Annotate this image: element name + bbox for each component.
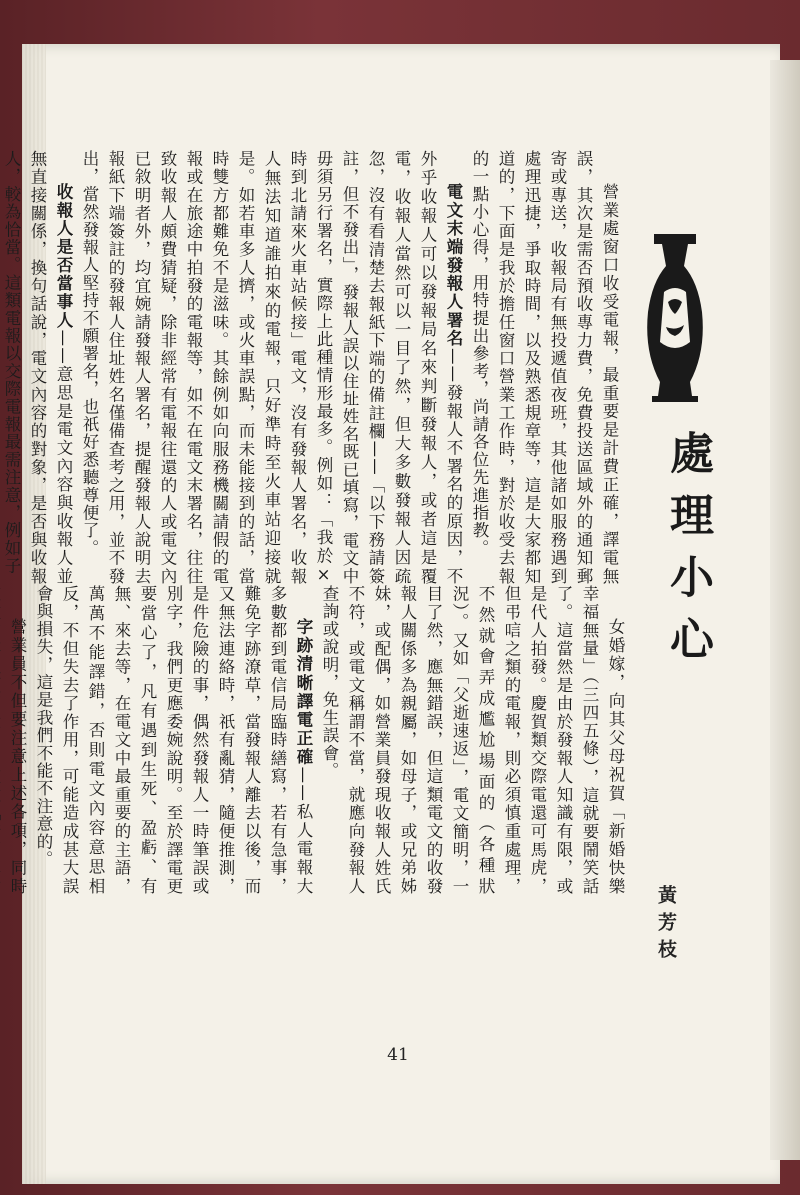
article-body-top — [2, 150, 622, 585]
paragraph-text: 營業處窗口收受電報，最重要是計費正確，譯電無誤，其次是需否預收專力費，免費投送區域外的通知郵寄或專送，收報局有無投遞值夜班，其他諸如服務遇到處理迅捷，爭取時間，以及熟悉規章等，這是大家都知道的，下面是我於擔任窗口營業工作時，對於收受去報的一點小心得，用特提出參考，尚請各位先進指教。 — [470, 150, 619, 585]
paragraph-text: 女婚嫁，向其父母祝賀「新婚快樂幸福無量」（三四五條），這就要鬧笑話了。這當然是由於發報人知識有限，或是代人拍發。慶賀類交際電還可馬虎，但弔唁之類的電報，則必須慎重處理，不然就會弄成尷尬場面的（各種狀況）。又如「父逝速返」，電文簡明，一目了然，應無錯誤，但這類電文的收發報人關係多為親屬，如母子，或兄弟姊妹，或配偶，如營業員發現收報人姓氏不符，或電文稱謂不當，就應向發報人查詢或說明，免生誤會。 — [320, 585, 625, 895]
paragraph — [76, 150, 466, 585]
section-heading: 電文末端發報人署名 — [444, 183, 463, 348]
page-right-edge — [770, 60, 800, 1160]
paragraph — [0, 150, 76, 585]
paragraph — [0, 585, 30, 895]
paragraph-text: ——發報人不署名的原因，不外乎收報人可以發報局名來判斷發報人，或者這是覆電，收報人當然可以一目了然，但大多數發報人因疏忽，沒有看清楚去報紙下端的備註欄——「以下務請簽註，但不發出」，發報人誤以住址姓名既已填寫，電文中毋須另行署名，實際上此種情形最多。例如：「我於×時到北請來火車站候接」電文，沒有發報人署名，收報人無法知道誰拍來的電報，只好準時至火車站迎接就是。如若車多人擠，或火車誤點，而未能接到的話，當時雙方都難免不是滋味。其餘例如向服務機關請假的電報或在旅途中拍發的電報等，如不在電文末署名，往往致收報人頗費猜疑，除非經常有電報往還的人或電文內已敘明者外，均宜婉請發報人署名，提醒發報人說明去報紙下端簽註的發報人住址姓名僅備查考之用，並不發出，當然發報人堅持不願署名，也祇好悉聽尊便了。 — [80, 150, 463, 585]
section-heading: 字跡清晰譯電正確 — [294, 618, 313, 767]
paragraph-text: ——私人電報大多數都到電信局臨時繕寫，若有急事，難免字跡潦草，當發報人離去以後，而又無法連絡時，祇有亂猜，隨便推測，是件危險的事，偶然發報人一時筆誤或別字，我們更應委婉說明。至於譯電更要當心了，凡有遇到生死、盈虧、有無、來去等，在電文中最重要的主語，萬萬不能譯錯，否則電文內容意思相反，不但失去了作用，可能造成甚大誤會與損失，這是我們不能不注意的。 — [34, 585, 313, 895]
paragraph — [466, 150, 622, 585]
paragraph-text: 營業員不但要注意上述各項，同時 — [8, 618, 27, 895]
article-author: 黃芳枝 — [655, 885, 677, 966]
paragraph-text: ——意思是電文內容與收報人並無直接關係，換句話說，電文內容的對象，是否與收報人，較為恰當。這類電報以交際電報最需注意，例如子 — [2, 150, 73, 585]
vase-illustration-icon — [640, 232, 710, 404]
article-title: 處理小心 — [662, 430, 713, 678]
paragraph — [316, 585, 628, 895]
page-number: 41 — [387, 1045, 409, 1065]
article-body-bottom — [8, 585, 628, 895]
section-heading: 收報人是否當事人 — [54, 183, 73, 330]
paragraph — [30, 585, 316, 895]
